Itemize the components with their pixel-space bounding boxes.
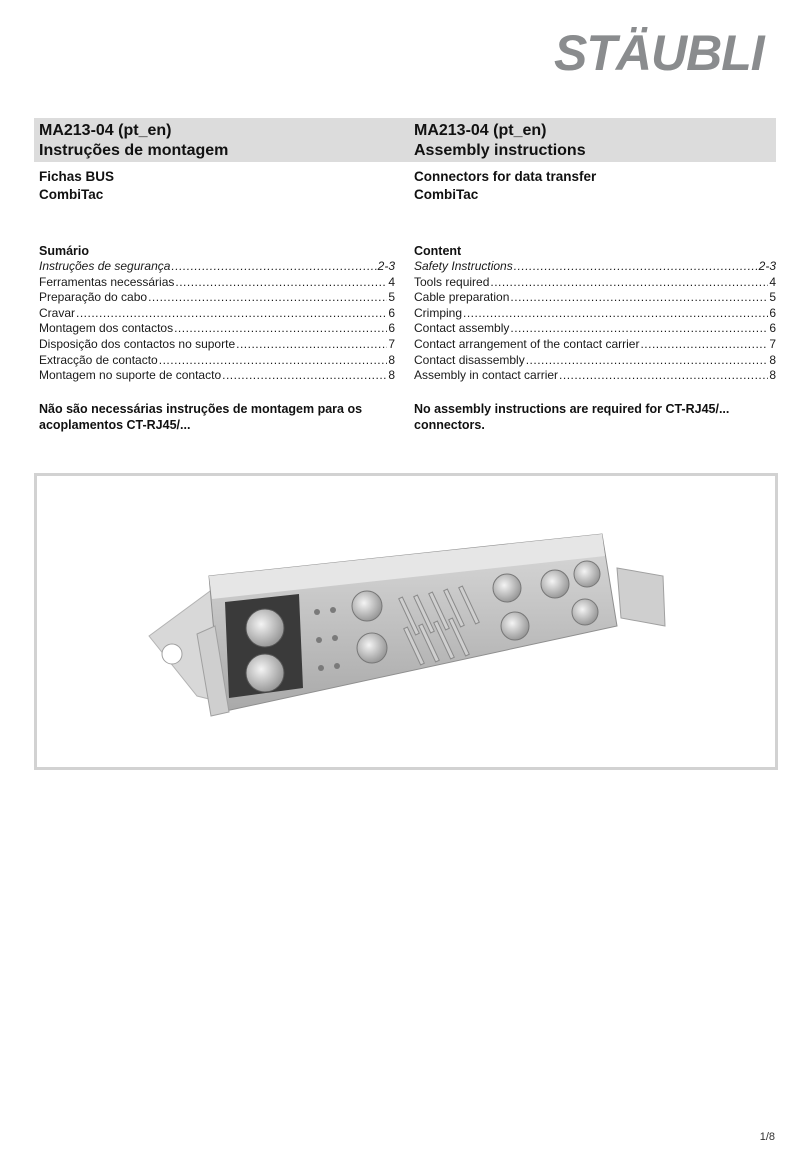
toc-entry[interactable]: Contact assembly ..... 6 — [414, 321, 776, 337]
round-contact — [541, 570, 569, 598]
toc-entry[interactable]: Disposição dos contactos no suporte ..... 7 — [39, 337, 395, 353]
mounting-hole — [162, 644, 182, 664]
coax-contact — [246, 654, 284, 692]
toc-entry[interactable]: Instruções de segurança ..... 2-3 — [39, 259, 395, 275]
round-contact — [352, 591, 382, 621]
page-number: 1/8 — [759, 1131, 775, 1143]
subtitle-product: Connectors for data transfer — [414, 169, 597, 184]
assembly-note: Não são necessárias instruções de montagem para os acoplamentos CT-RJ45/... — [39, 402, 363, 432]
logo-text: STÄUBLI — [554, 25, 764, 81]
right-handle — [617, 568, 665, 626]
toc-entry[interactable]: Cravar ..... 6 — [39, 306, 395, 322]
round-contact — [501, 612, 529, 640]
toc-heading: Content — [414, 244, 462, 258]
staubli-logo — [548, 12, 780, 82]
round-contact — [572, 599, 598, 625]
toc-entry[interactable]: Cable preparation ..... 5 — [414, 290, 776, 306]
toc-entry[interactable]: Contact disassembly ..... 8 — [414, 353, 776, 369]
toc-entry[interactable]: Extracção de contacto ..... 8 — [39, 353, 395, 369]
connector-illustration — [37, 476, 775, 767]
doc-title: Assembly instructions — [414, 142, 586, 159]
table-of-contents — [39, 259, 395, 384]
toc-entry[interactable]: Montagem dos contactos ..... 6 — [39, 321, 395, 337]
round-contact — [357, 633, 387, 663]
coax-contact — [246, 609, 284, 647]
toc-entry[interactable]: Ferramentas necessárias ..... 4 — [39, 275, 395, 291]
subtitle-series: CombiTac — [39, 187, 104, 202]
doc-title: Instruções de montagem — [39, 142, 229, 159]
toc-entry[interactable]: Montagem no suporte de contacto ..... 8 — [39, 368, 395, 384]
doc-id: MA213-04 (pt_en) — [39, 122, 172, 139]
toc-heading: Sumário — [39, 244, 90, 258]
toc-entry[interactable]: Assembly in contact carrier ..... 8 — [414, 368, 776, 384]
subtitle-series: CombiTac — [414, 187, 479, 202]
toc-entry[interactable]: Contact arrangement of the contact carrier ..... 7 — [414, 337, 776, 353]
product-figure — [34, 473, 778, 770]
doc-id: MA213-04 (pt_en) — [414, 122, 547, 139]
table-of-contents — [414, 259, 776, 384]
toc-entry[interactable]: Preparação do cabo ..... 5 — [39, 290, 395, 306]
round-contact — [493, 574, 521, 602]
subtitle-product: Fichas BUS — [39, 169, 115, 184]
toc-entry[interactable]: Tools required ..... 4 — [414, 275, 776, 291]
toc-entry[interactable]: Safety Instructions ..... 2-3 — [414, 259, 776, 275]
toc-entry[interactable]: Crimping ..... 6 — [414, 306, 776, 322]
round-contact — [574, 561, 600, 587]
assembly-note: No assembly instructions are required for CT-RJ45/... connectors. — [414, 402, 730, 432]
